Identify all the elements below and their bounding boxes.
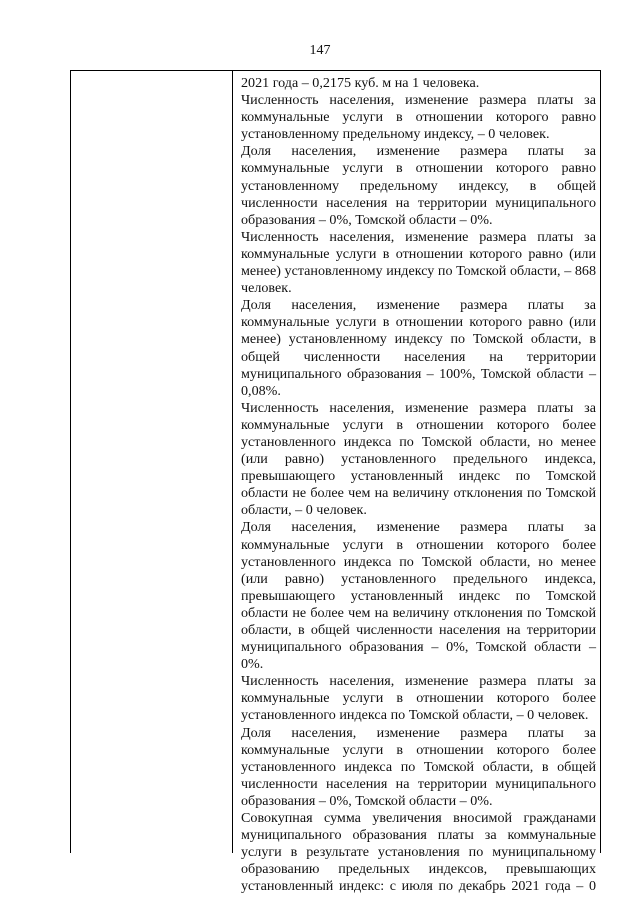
paragraph-share-between-indexes: Доля населения, изменение размера платы за коммунальные услуги в отношении которого более установленного индекса по Томской области, но менее (или равно) установленного предельного индекса, превышающего установленный индекс по Томской области не более чем на величину отклонения по Томской области, в общей численности населения на территории муниципального образования – 0%, Томской области – 0%. [241,519,596,673]
left-empty-cell [71,71,233,853]
paragraph-share-equal-or-less-regional-index: Доля населения, изменение размера платы за коммунальные услуги в отношении которого равно (или менее) установленному индексу по Томской области, в общей численности населения на территории муниципального образования – 100%, Томской области – 0,08%. [241,297,596,399]
right-text-cell [233,71,600,895]
paragraph-share-equal-limit-index: Доля населения, изменение размера платы за коммунальные услуги в отношении которого равно установленному предельному индексу, в общей численности населения на территории муниципального образования – 0%, Томской области – 0%. [241,143,596,228]
paragraph-share-above-regional-index: Доля населения, изменение размера платы за коммунальные услуги в отношении которого более установленного индекса по Томской области, в общей численности населения на территории муниципального образования – 0%, Томской области – 0%. [241,724,596,809]
paragraph-population-equal-or-less-regional-index: Численность населения, изменение размера платы за коммунальные услуги в отношении которого равно (или менее) установленному индексу по Томской области, – 868 человек. [241,228,596,297]
paragraph-per-capita-continuation: 2021 года – 0,2175 куб. м на 1 человека. [241,75,480,91]
paragraph-population-between-indexes: Численность населения, изменение размера платы за коммунальные услуги в отношении которого более установленного индекса по Томской области, но менее (или равно) установленного предельного индекса, превышающего установленный индекс по Томской области не более чем на величину отклонения по Томской области, – 0 человек. [241,399,596,519]
document-table [70,70,601,895]
paragraph-total-payment-increase: Совокупная сумма увеличения вносимой гражданами муниципального образования платы за коммунальные услуги в результате установления по муниципальному образованию предельных индексов, превышающих установленный индекс: с июля по декабрь 2021 года – 0 [241,810,596,895]
paragraph-population-above-regional-index: Численность населения, изменение размера платы за коммунальные услуги в отношении которого более установленного индекса по Томской области, – 0 человек. [241,673,596,724]
paragraph-population-equal-limit-index: Численность населения, изменение размера платы за коммунальные услуги в отношении которого равно установленному предельному индексу, – 0 человек. [241,92,596,143]
page-number: 147 [309,43,331,58]
